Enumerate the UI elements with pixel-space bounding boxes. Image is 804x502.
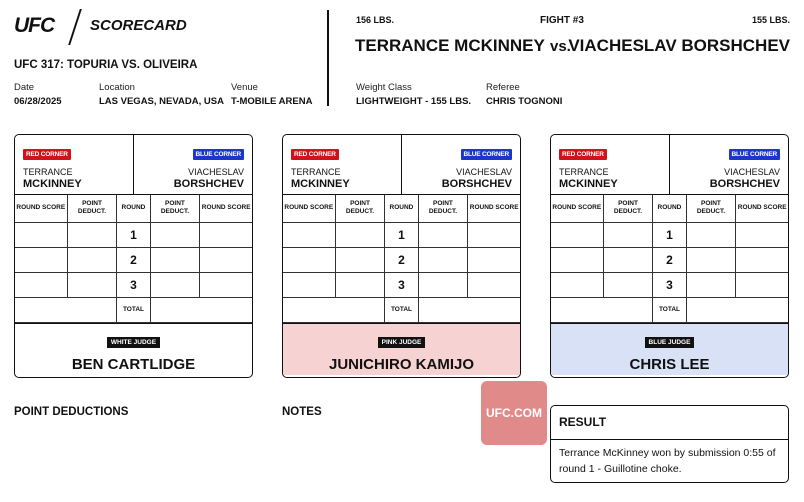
score-cell: [283, 272, 335, 297]
col-header-round: ROUND: [385, 195, 418, 222]
score-cell: [150, 272, 200, 297]
score-cell: [335, 222, 385, 247]
score-cell: [551, 222, 603, 247]
round-number: 2: [117, 247, 150, 272]
col-header-red-round-score: ROUND SCORE: [15, 195, 67, 222]
red-first-name: TERRANCE: [23, 167, 73, 177]
judge-badge: PINK JUDGE: [378, 337, 426, 348]
col-header-blue-point-deduct: POINT DEDUCT.: [418, 195, 468, 222]
red-total-cell: [15, 297, 117, 322]
venue-label: Venue: [231, 82, 258, 93]
score-table: [15, 195, 252, 323]
score-cell: [283, 222, 335, 247]
judge-section: [551, 323, 788, 375]
score-cell: [200, 222, 252, 247]
result-text: Terrance McKinney won by submission 0:55 of round 1 - Guillotine choke.: [559, 447, 776, 475]
score-cell: [551, 247, 603, 272]
referee-label: Referee: [486, 82, 520, 93]
red-total-cell: [551, 297, 653, 322]
blue-corner-cell: [134, 135, 253, 194]
col-header-blue-round-score: ROUND SCORE: [736, 195, 788, 222]
round-number: 2: [385, 247, 418, 272]
score-table: [283, 195, 520, 323]
blue-corner-cell: [670, 135, 789, 194]
point-deductions-title: POINT DEDUCTIONS: [14, 406, 129, 418]
col-header-blue-point-deduct: POINT DEDUCT.: [150, 195, 200, 222]
score-table: [551, 195, 788, 323]
round-number: 1: [385, 222, 418, 247]
blue-last-name: BORSHCHEV: [709, 178, 780, 190]
judge-card-white: [14, 134, 253, 378]
header-divider: [327, 10, 329, 106]
col-header-red-point-deduct: POINT DEDUCT.: [603, 195, 653, 222]
location-label: Location: [99, 82, 135, 93]
total-label: TOTAL: [653, 297, 686, 322]
blue-total-cell: [686, 297, 788, 322]
red-fighter-name: TERRANCE MCKINNEY: [355, 36, 545, 55]
blue-first-name: VIACHESLAV: [724, 167, 780, 177]
judge-badge: BLUE JUDGE: [645, 337, 695, 348]
judge-name: CHRIS LEE: [629, 355, 710, 373]
score-cell: [150, 247, 200, 272]
col-header-round: ROUND: [117, 195, 150, 222]
score-cell: [283, 247, 335, 272]
venue-value: T-MOBILE ARENA: [231, 96, 313, 107]
score-cell: [686, 222, 736, 247]
round-number: 1: [653, 222, 686, 247]
score-cell: [603, 247, 653, 272]
fight-number: FIGHT #3: [540, 15, 584, 26]
red-total-cell: [283, 297, 385, 322]
weight-class-value: LIGHTWEIGHT - 155 LBS.: [356, 96, 472, 107]
red-corner-badge: RED CORNER: [23, 149, 71, 160]
blue-weight: 155 LBS.: [751, 15, 790, 25]
score-cell: [15, 222, 67, 247]
location-value: LAS VEGAS, NEVADA, USA: [99, 96, 224, 107]
red-corner-badge: RED CORNER: [559, 149, 607, 160]
col-header-blue-round-score: ROUND SCORE: [200, 195, 252, 222]
blue-first-name: VIACHESLAV: [188, 167, 244, 177]
blue-total-cell: [418, 297, 520, 322]
round-number: 3: [385, 272, 418, 297]
blue-first-name: VIACHESLAV: [456, 167, 512, 177]
total-label: TOTAL: [385, 297, 418, 322]
score-cell: [335, 247, 385, 272]
score-cell: [418, 247, 468, 272]
blue-fighter-name: VIACHESLAV BORSHCHEV: [568, 36, 790, 55]
score-cell: [15, 272, 67, 297]
score-cell: [150, 222, 200, 247]
ufc-logo: UFC: [14, 14, 55, 37]
red-first-name: TERRANCE: [291, 167, 341, 177]
red-last-name: MCKINNEY: [559, 178, 618, 190]
score-cell: [603, 272, 653, 297]
judge-section: [15, 323, 252, 375]
col-header-red-point-deduct: POINT DEDUCT.: [67, 195, 117, 222]
score-cell: [736, 272, 788, 297]
blue-corner-cell: [402, 135, 521, 194]
red-weight: 156 LBS.: [356, 15, 395, 25]
judge-card-blue: [550, 134, 789, 378]
score-cell: [335, 272, 385, 297]
score-cell: [603, 222, 653, 247]
blue-corner-badge: BLUE CORNER: [461, 149, 512, 160]
score-cell: [67, 272, 117, 297]
scorecard-title: SCORECARD: [90, 17, 187, 34]
col-header-red-round-score: ROUND SCORE: [283, 195, 335, 222]
date-value: 06/28/2025: [14, 96, 62, 107]
score-cell: [200, 247, 252, 272]
score-cell: [67, 247, 117, 272]
col-header-round: ROUND: [653, 195, 686, 222]
red-last-name: MCKINNEY: [291, 178, 350, 190]
score-cell: [686, 247, 736, 272]
vs-label: vs.: [550, 38, 571, 55]
score-cell: [736, 247, 788, 272]
score-cell: [418, 272, 468, 297]
notes-title: NOTES: [282, 406, 322, 418]
red-corner-cell: [551, 135, 670, 194]
judge-badge: WHITE JUDGE: [107, 337, 160, 348]
round-number: 2: [653, 247, 686, 272]
judge-card-pink: [282, 134, 521, 378]
col-header-blue-round-score: ROUND SCORE: [468, 195, 520, 222]
round-number: 3: [653, 272, 686, 297]
score-cell: [551, 272, 603, 297]
score-cell: [468, 272, 520, 297]
result-box: [550, 405, 789, 483]
red-corner-cell: [283, 135, 402, 194]
event-name: UFC 317: TOPURIA VS. OLIVEIRA: [14, 59, 198, 71]
blue-last-name: BORSHCHEV: [441, 178, 512, 190]
result-title: RESULT: [559, 415, 607, 429]
score-cell: [418, 222, 468, 247]
score-cell: [468, 222, 520, 247]
col-header-red-point-deduct: POINT DEDUCT.: [335, 195, 385, 222]
red-corner-cell: [15, 135, 134, 194]
blue-corner-badge: BLUE CORNER: [729, 149, 780, 160]
blue-last-name: BORSHCHEV: [173, 178, 244, 190]
red-first-name: TERRANCE: [559, 167, 609, 177]
blue-total-cell: [150, 297, 252, 322]
score-cell: [67, 222, 117, 247]
red-last-name: MCKINNEY: [23, 178, 82, 190]
score-cell: [736, 222, 788, 247]
date-label: Date: [14, 82, 35, 93]
score-cell: [468, 247, 520, 272]
score-cell: [200, 272, 252, 297]
weight-class-label: Weight Class: [356, 82, 412, 93]
judge-name: BEN CARTLIDGE: [71, 355, 196, 373]
red-corner-badge: RED CORNER: [291, 149, 339, 160]
col-header-red-round-score: ROUND SCORE: [551, 195, 603, 222]
result-divider: [551, 439, 788, 440]
referee-value: CHRIS TOGNONI: [486, 96, 563, 107]
judge-name: JUNICHIRO KAMIJO: [328, 355, 474, 373]
logo-slash-divider: [68, 9, 82, 45]
total-label: TOTAL: [117, 297, 150, 322]
judge-section: [283, 323, 520, 375]
score-cell: [686, 272, 736, 297]
col-header-blue-point-deduct: POINT DEDUCT.: [686, 195, 736, 222]
round-number: 3: [117, 272, 150, 297]
blue-corner-badge: BLUE CORNER: [193, 149, 244, 160]
score-cell: [15, 247, 67, 272]
ufc-com-watermark: UFC.COM: [481, 381, 547, 445]
round-number: 1: [117, 222, 150, 247]
